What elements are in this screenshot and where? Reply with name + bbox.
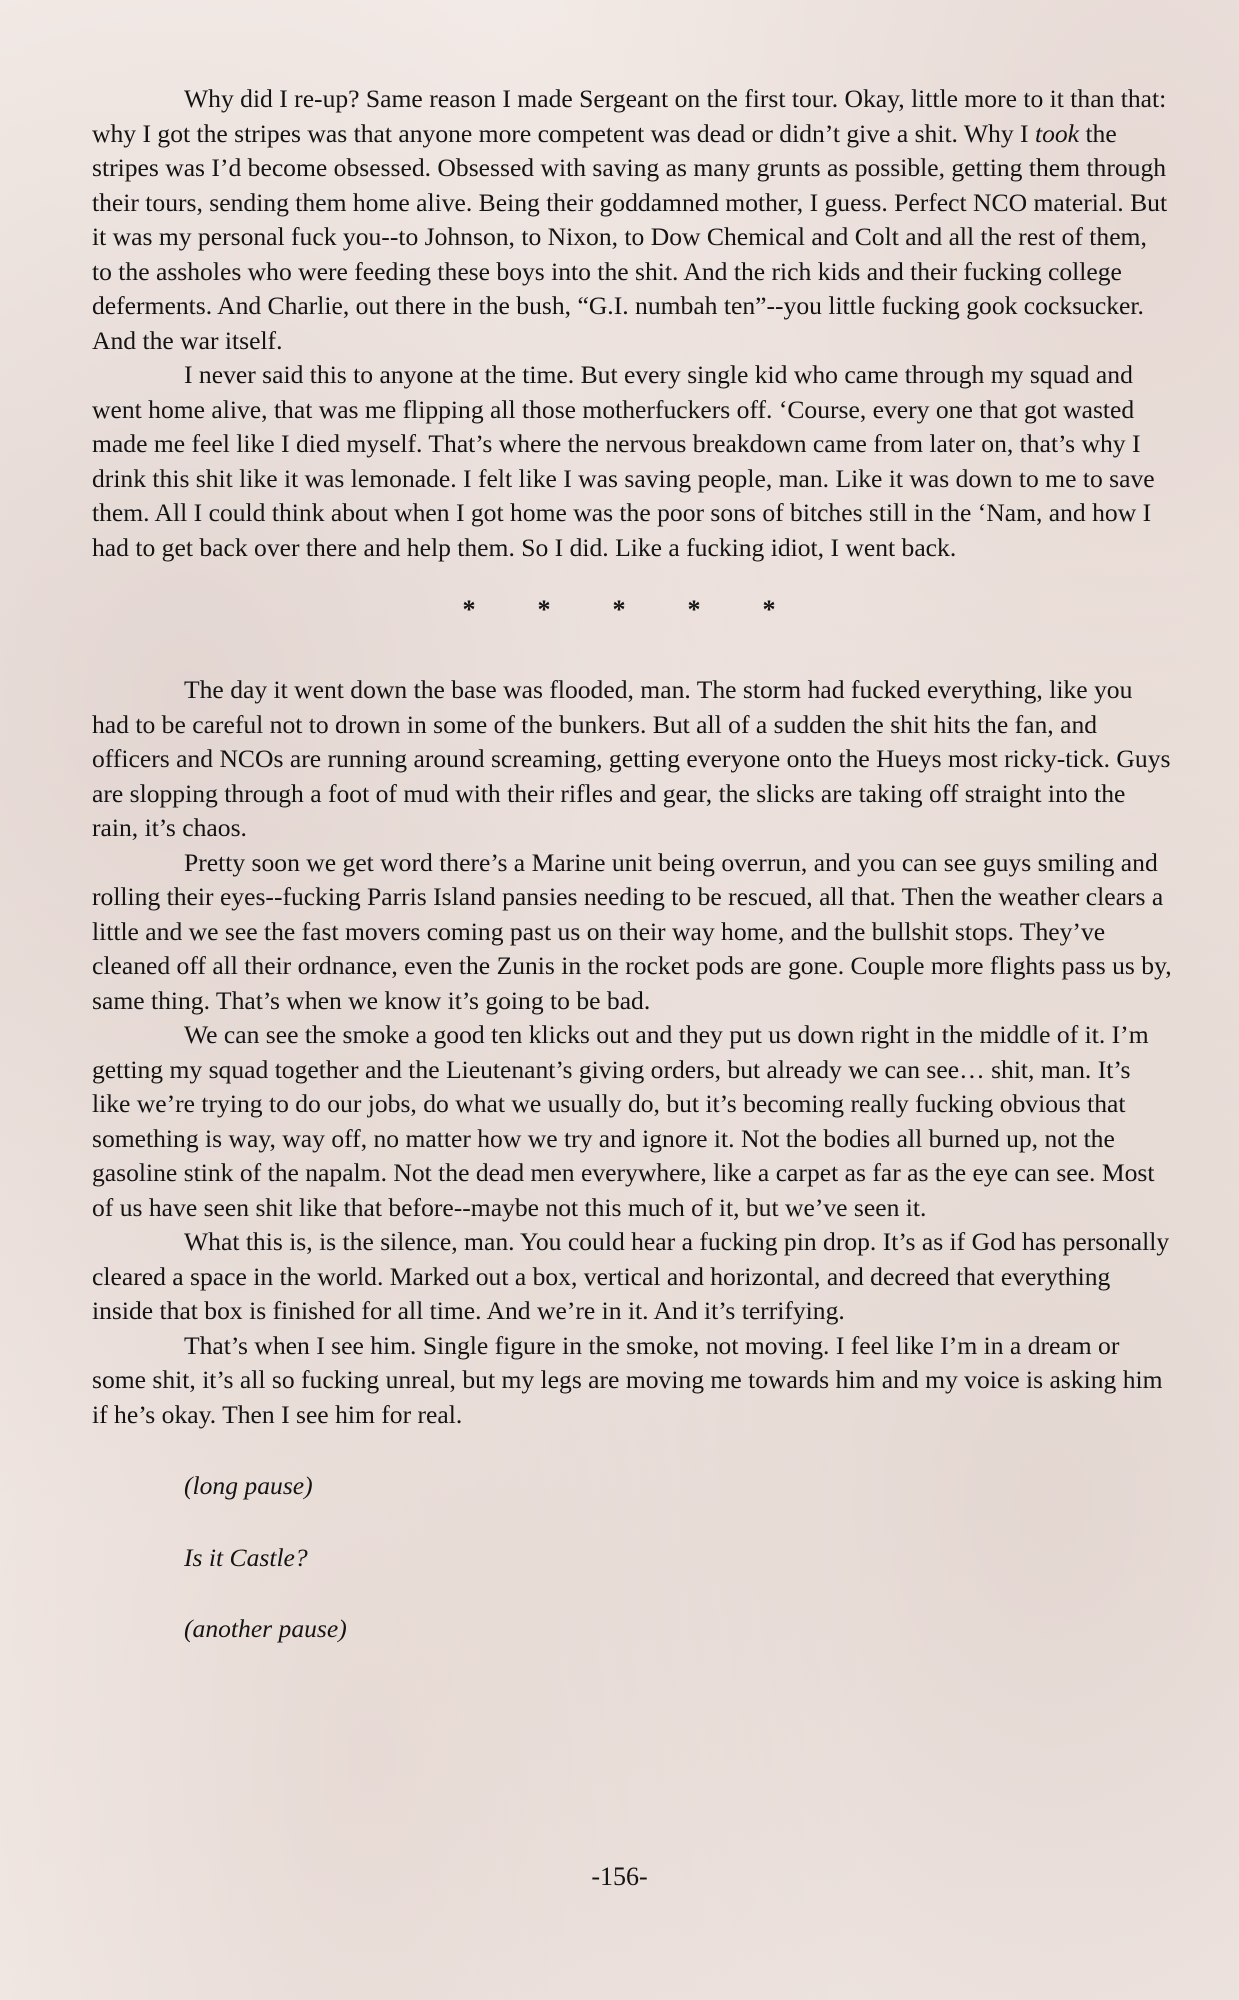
paragraph: What this is, is the silence, man. You could hear a fucking pin drop. It’s as if God has personally cleared a space in the world. Marked out a box, vertical and horizontal, and decreed that everything inside that box is finished for all time. And we’re in it. And it’s terrifying. (92, 1227, 1170, 1325)
paragraph-text: the stripes was I’d become obsessed. Obsessed with saving as many grunts as possible, getting them through their tours, sending them home alive. Being their goddamned mother, I guess. Perfect NCO material. But it was my personal fuck you--to Johnson, to Nixon, to Dow Chemical and Colt and all the rest of them, to the assholes who were feeding these boys into the shit. And the rich kids and their fucking college deferments. And Charlie, out there in the bush, “G.I. numbah ten”--you little fucking gook cocksucker. And the war itself. (92, 118, 1168, 355)
separator-star: * (462, 595, 476, 624)
paragraph: That’s when I see him. Single figure in the smoke, not moving. I feel like I’m in a dream or some shit, it’s all so fucking unreal, but my legs are moving me towards him and my voice is asking him if he’s okay. Then I see him for real. (92, 1330, 1163, 1429)
separator-star: * (612, 595, 626, 624)
stage-direction: (another pause) (184, 1614, 347, 1643)
paragraph: I never said this to anyone at the time. But every single kid who came through my squad and went home alive, that was me flipping all those motherfuckers off. ‘Course, every one that got wasted made me feel like I died myself. That’s where the nervous breakdown came from later on, that’s why I drink this shit like it was lemonade. I felt like I was saving people, man. Like it was down to me to save them. All I could think about when I got home was the poor sons of bitches still in the ‘Nam, and how I had to get back over there and help them. So I did. Like a fucking idiot, I went back. (92, 360, 1155, 562)
paragraph (92, 82, 1172, 358)
separator-star: * (762, 595, 776, 624)
separator-star: * (537, 595, 551, 624)
page-number: -156- (591, 1862, 648, 1891)
page-text (92, 82, 1172, 1684)
stage-direction: (long pause) (184, 1471, 313, 1500)
paragraph-text: Why did I re-up? Same reason I made Sergeant on the first tour. Okay, little more to it than that: why I got the stripes was that anyone more competent was dead or didn’t give a shit. Why I (92, 84, 1167, 148)
paragraph: Pretty soon we get word there’s a Marine unit being overrun, and you can see guys smiling and rolling their eyes--fucking Parris Island pansies needing to be rescued, all that. Then the weather clears a little and we see the fast movers coming past us on their way home, and the bullshit stops. They’ve cleaned off all their ordnance, even the Zunis in the rocket pods are gone. Couple more flights pass us by, same thing. That’s when we know it’s going to be bad. (92, 847, 1172, 1015)
paragraph: We can see the smoke a good ten klicks out and they put us down right in the middle of it. I’m getting my squad together and the Lieutenant’s giving orders, but already we can see… shit, man. It’s like we’re trying to do our jobs, do what we usually do, but it’s becoming really fucking obvious that something is way, way off, no matter how we try and ignore it. Not the bodies all burned up, not the gasoline stink of the napalm. Not the dead men everywhere, like a carpet as far as the eye can see. Most of us have seen shit like that before--maybe not this much of it, but we’ve seen it. (92, 1020, 1155, 1222)
section-separator (92, 593, 1172, 627)
stage-direction: Is it Castle? (184, 1542, 308, 1572)
paragraph: The day it went down the base was flooded, man. The storm had fucked everything, like you had to be careful not to drown in some of the bunkers. But all of a sudden the shit hits the fan, and officers and NCOs are running around screaming, getting everyone onto the Hueys most ricky-tick. Guys are slopping through a foot of mud with their rifles and gear, the slicks are taking off straight into the rain, it’s chaos. (92, 675, 1171, 842)
separator-star: * (687, 595, 701, 624)
emphasized-word: took (1034, 118, 1080, 148)
